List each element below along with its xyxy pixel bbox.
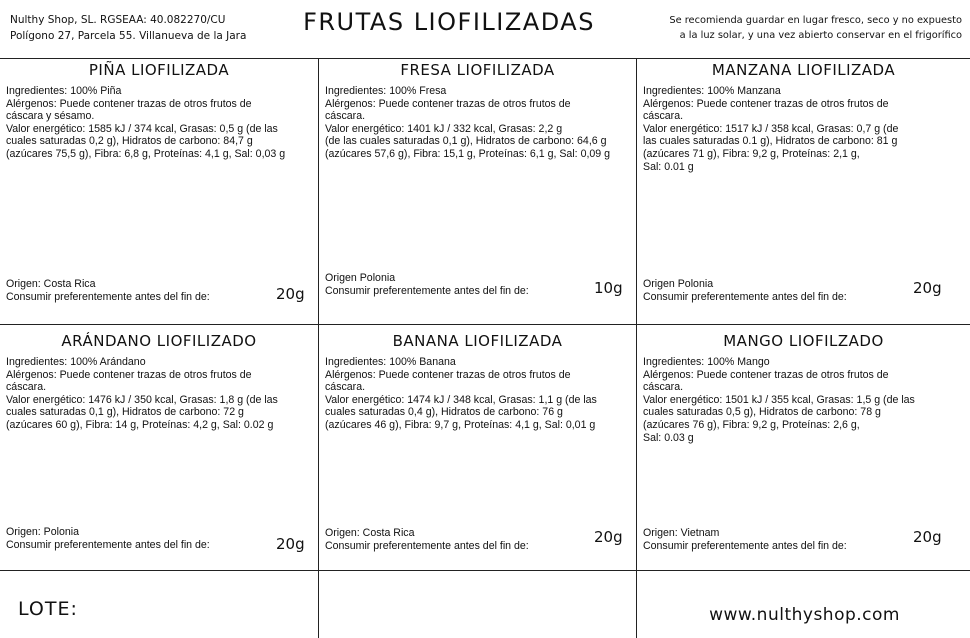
product-origin: Origen: Costa Rica bbox=[325, 527, 415, 539]
product-detail-line: (azúcares 60 g), Fibra: 14 g, Proteínas: 4,2 g, Sal: 0.02 g bbox=[6, 418, 274, 431]
product-detail-line: Alérgenos: Puede contener trazas de otros frutos de bbox=[643, 368, 889, 381]
product-detail-line: cuales saturadas 0,4 g), Hidratos de carbono: 76 g bbox=[325, 406, 563, 419]
product-details bbox=[6, 356, 310, 432]
product-title: PIÑA LIOFILIZADA bbox=[88, 61, 230, 79]
product-detail-line: Valor energético: 1517 kJ / 358 kcal, Grasas: 0,7 g (de bbox=[643, 122, 899, 135]
product-detail-line: cáscara y sésamo. bbox=[6, 110, 95, 123]
lote-label: LOTE: bbox=[18, 598, 78, 620]
company-registration: Nulthy Shop, SL. RGSEAA: 40.082270/CU bbox=[10, 14, 226, 26]
product-detail-line: (azúcares 71 g), Fibra: 9,2 g, Proteínas: 2,1 g, bbox=[643, 147, 860, 160]
product-detail-line: Alérgenos: Puede contener trazas de otros frutos de bbox=[643, 97, 889, 110]
product-detail-line: Alérgenos: Puede contener trazas de otros frutos de bbox=[6, 368, 252, 381]
product-detail-line: Ingredientes: 100% Piña bbox=[6, 85, 122, 97]
company-address: Polígono 27, Parcela 55. Villanueva de la Jara bbox=[10, 30, 247, 42]
product-card-arandano bbox=[0, 325, 318, 570]
product-detail-line: Ingredientes: 100% Fresa bbox=[325, 85, 447, 97]
product-weight: 10g bbox=[594, 279, 623, 297]
product-detail-line: cuales saturadas 0,2 g), Hidratos de carbono: 84,7 g bbox=[6, 135, 253, 148]
best-before-label: Consumir preferentemente antes del fin de: bbox=[6, 539, 210, 551]
product-title: ARÁNDANO LIOFILIZADO bbox=[61, 332, 257, 350]
best-before-label: Consumir preferentemente antes del fin de: bbox=[643, 540, 847, 552]
product-detail-line: (azúcares 46 g), Fibra: 9,7 g, Proteínas: 4,1 g, Sal: 0,01 g bbox=[325, 418, 596, 431]
website-url: www.nulthyshop.com bbox=[709, 605, 900, 625]
product-detail-line: Ingredientes: 100% Mango bbox=[643, 356, 770, 368]
product-detail-line: Alérgenos: Puede contener trazas de otros frutos de bbox=[325, 97, 571, 110]
product-weight: 20g bbox=[594, 528, 623, 546]
storage-line: a la luz solar, y una vez abierto conservar en el frigorífico bbox=[679, 30, 962, 41]
product-detail-line: cáscara. bbox=[6, 381, 47, 394]
product-origin: Origen Polonia bbox=[325, 272, 396, 284]
company-info bbox=[10, 12, 246, 44]
product-card-manzana bbox=[637, 59, 970, 324]
product-detail-line: Valor energético: 1501 kJ / 355 kcal, Grasas: 1,5 g (de las bbox=[643, 393, 915, 406]
page-title: FRUTAS LIOFILIZADAS bbox=[303, 8, 595, 36]
product-weight: 20g bbox=[276, 285, 305, 303]
product-detail-line: Sal: 0.01 g bbox=[643, 160, 694, 173]
product-detail-line: Sal: 0.03 g bbox=[643, 431, 694, 444]
product-origin: Origen: Vietnam bbox=[643, 527, 720, 539]
storage-instructions bbox=[602, 13, 962, 43]
product-detail-line: cáscara. bbox=[325, 110, 366, 123]
product-origin: Origen Polonia bbox=[643, 278, 714, 290]
product-detail-line: Ingredientes: 100% Manzana bbox=[643, 85, 781, 97]
product-details bbox=[643, 356, 962, 444]
product-card-fresa bbox=[319, 59, 636, 324]
best-before-label: Consumir preferentemente antes del fin de: bbox=[325, 285, 529, 297]
product-details bbox=[643, 85, 962, 173]
product-detail-line: Valor energético: 1474 kJ / 348 kcal, Grasas: 1,1 g (de las bbox=[325, 393, 597, 406]
product-details bbox=[325, 356, 628, 432]
product-origin: Origen: Polonia bbox=[6, 526, 80, 538]
product-title: FRESA LIOFILIZADA bbox=[400, 61, 555, 79]
product-detail-line: cuales saturadas 0,5 g), Hidratos de carbono: 78 g bbox=[643, 406, 881, 419]
product-detail-line: Alérgenos: Puede contener trazas de otros frutos de bbox=[325, 368, 571, 381]
product-card-pina bbox=[0, 59, 318, 324]
product-detail-line: (de las cuales saturadas 0,1 g), Hidratos de carbono: 64,6 g bbox=[325, 135, 607, 148]
product-detail-line: Ingredientes: 100% Banana bbox=[325, 356, 456, 368]
product-detail-line: las cuales saturadas 0.1 g), Hidratos de carbono: 81 g bbox=[643, 135, 898, 148]
product-origin: Origen: Costa Rica bbox=[6, 278, 96, 290]
product-weight: 20g bbox=[913, 279, 942, 297]
product-card-mango bbox=[637, 325, 970, 570]
storage-line: Se recomienda guardar en lugar fresco, seco y no expuesto bbox=[669, 15, 962, 26]
product-details bbox=[6, 85, 310, 161]
product-detail-line: Valor energético: 1585 kJ / 374 kcal, Grasas: 0,5 g (de las bbox=[6, 122, 278, 135]
best-before-label: Consumir preferentemente antes del fin de: bbox=[325, 540, 529, 552]
product-detail-line: cáscara. bbox=[643, 110, 684, 123]
product-detail-line: (azúcares 57,6 g), Fibra: 15,1 g, Proteínas: 6,1 g, Sal: 0,09 g bbox=[325, 147, 611, 160]
product-details bbox=[325, 85, 628, 161]
product-title: BANANA LIOFILIZADA bbox=[392, 332, 563, 350]
product-title: MANZANA LIOFILIZADA bbox=[711, 61, 896, 79]
best-before-label: Consumir preferentemente antes del fin de: bbox=[6, 291, 210, 303]
product-detail-line: (azúcares 75,5 g), Fibra: 6,8 g, Proteínas: 4,1 g, Sal: 0,03 g bbox=[6, 147, 286, 160]
product-card-banana bbox=[319, 325, 636, 570]
product-weight: 20g bbox=[913, 528, 942, 546]
product-detail-line: Alérgenos: Puede contener trazas de otros frutos de bbox=[6, 97, 252, 110]
product-weight: 20g bbox=[276, 535, 305, 553]
product-detail-line: Valor energético: 1401 kJ / 332 kcal, Grasas: 2,2 g bbox=[325, 122, 563, 135]
product-detail-line: Valor energético: 1476 kJ / 350 kcal, Grasas: 1,8 g (de las bbox=[6, 393, 278, 406]
product-detail-line: cáscara. bbox=[325, 381, 366, 394]
product-detail-line: cuales saturadas 0,1 g), Hidratos de carbono: 72 g bbox=[6, 406, 244, 419]
product-detail-line: cáscara. bbox=[643, 381, 684, 394]
product-title: MANGO LIOFILZADO bbox=[723, 332, 884, 350]
divider bbox=[0, 570, 970, 571]
product-detail-line: (azúcares 76 g), Fibra: 9,2 g, Proteínas: 2,6 g, bbox=[643, 418, 860, 431]
best-before-label: Consumir preferentemente antes del fin de: bbox=[643, 291, 847, 303]
product-detail-line: Ingredientes: 100% Arándano bbox=[6, 356, 146, 368]
